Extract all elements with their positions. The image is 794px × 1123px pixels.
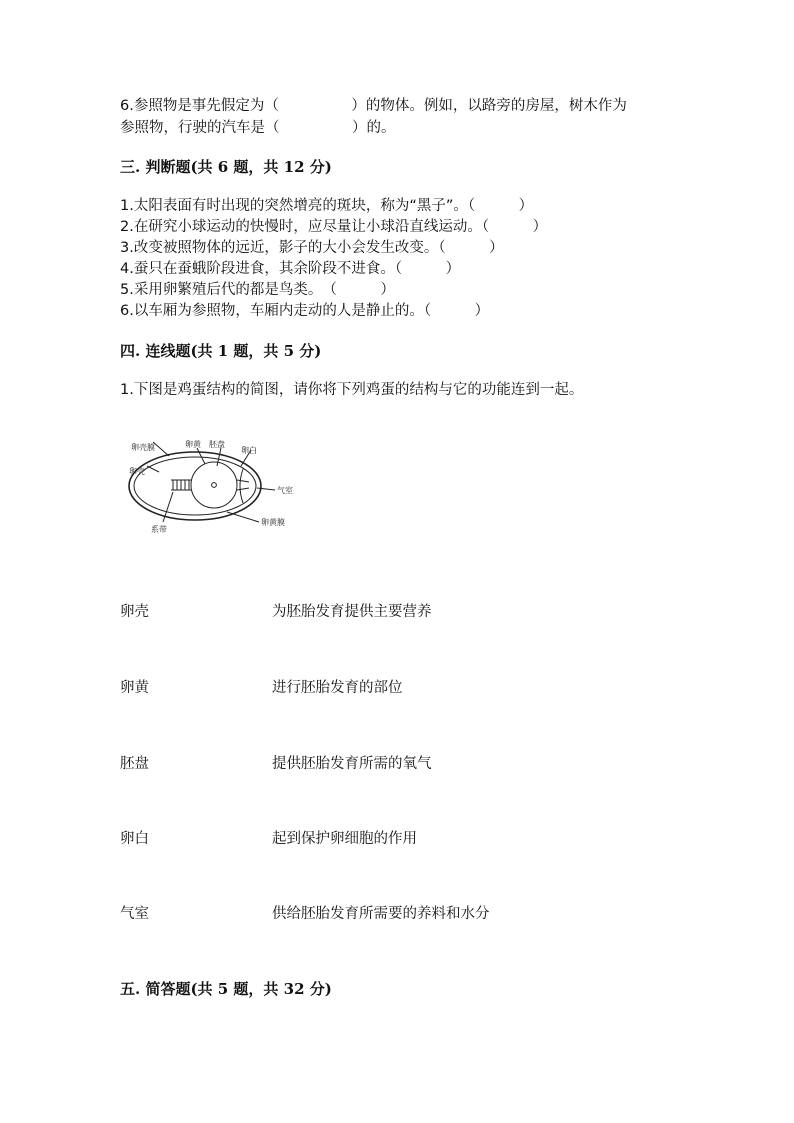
match-left-1: 卵壳 <box>120 604 149 620</box>
chalaza-left <box>171 480 191 490</box>
label-yolk-membrane: 卵黄膜 <box>261 518 285 527</box>
match-right-2: 进行胚胎发育的部位 <box>272 680 403 696</box>
match-left-2: 卵黄 <box>120 680 149 696</box>
air-cell-outline <box>240 469 243 503</box>
chalaza-right <box>237 480 249 490</box>
question-6-line-1: 6.参照物是事先假定为（ ）的物体。例如，以路旁的房屋，树木作为 <box>120 98 627 114</box>
matching-question: 1.下图是鸡蛋结构的简图，请你将下列鸡蛋的结构与它的功能连到一起。 <box>120 382 584 398</box>
match-left-3: 胚盘 <box>120 756 149 772</box>
section-judge-heading: 三. 判断题(共 6 题，共 12 分) <box>120 158 332 176</box>
label-yolk: 卵黄 <box>185 440 201 449</box>
label-air-cell: 气室 <box>277 486 293 495</box>
judge-item-2: 2.在研究小球运动的快慢时，应尽量让小球沿直线运动。（ ） <box>120 219 548 235</box>
judge-item-4: 4.蚕只在蚕蛾阶段进食，其余阶段不进食。（ ） <box>120 261 461 277</box>
label-albumen: 卵白 <box>241 446 257 455</box>
label-shell-membrane: 卵壳膜 <box>131 443 155 452</box>
match-right-5: 供给胚胎发育所需要的养料和水分 <box>272 906 490 922</box>
egg-shell-membrane-outline <box>134 457 256 515</box>
section-matching-heading: 四. 连线题(共 1 题，共 5 分) <box>120 342 322 360</box>
match-left-5: 气室 <box>120 906 149 922</box>
label-germinal-disc: 胚盘 <box>209 440 225 449</box>
label-chalaza: 系带 <box>151 525 167 534</box>
judge-item-1: 1.太阳表面有时出现的突然增亮的斑块，称为“黑子”。（ ） <box>120 198 534 214</box>
egg-shell-outline <box>129 452 261 520</box>
match-right-4: 起到保护卵细胞的作用 <box>272 831 417 847</box>
yolk-circle <box>191 462 237 508</box>
section-short-answer-heading: 五. 简答题(共 5 题，共 32 分) <box>120 980 332 998</box>
egg-structure-diagram <box>125 436 325 540</box>
match-right-3: 提供胚胎发育所需的氧气 <box>272 756 432 772</box>
question-6-line-2: 参照物，行驶的汽车是（ ）的。 <box>120 120 396 136</box>
judge-item-6: 6.以车厢为参照物，车厢内走动的人是静止的。（ ） <box>120 303 490 319</box>
judge-item-3: 3.改变被照物体的远近，影子的大小会发生改变。（ ） <box>120 240 504 256</box>
judge-item-5: 5.采用卵繁殖后代的都是鸟类。 （ ） <box>120 282 395 298</box>
germinal-disc <box>212 483 217 488</box>
match-left-4: 卵白 <box>120 831 149 847</box>
label-shell: 卵壳 <box>129 467 145 476</box>
match-right-1: 为胚胎发育提供主要营养 <box>272 604 432 620</box>
